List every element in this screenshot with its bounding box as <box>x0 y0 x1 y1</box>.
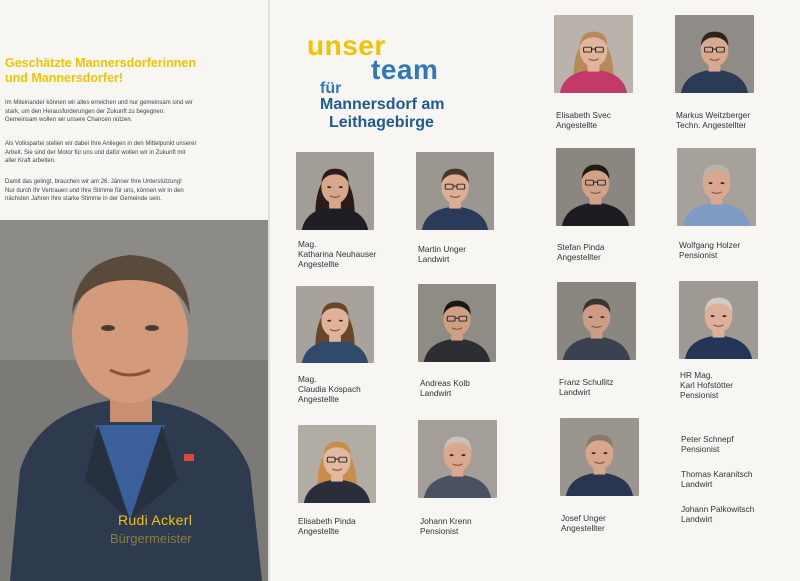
member-role: Pensionist <box>680 390 719 400</box>
intro-paragraph-1 <box>5 99 263 125</box>
member-caption <box>298 516 356 536</box>
paragraph-line: Im Miteinander können wir alles erreichen und nur gemeinsam sind wir <box>5 100 193 106</box>
member-role: Pensionist <box>679 250 718 260</box>
member-name: Johann Krenn <box>420 516 472 526</box>
member-role: Angestellte <box>298 526 340 536</box>
member-name: Stefan Pinda <box>557 242 605 252</box>
heading-unser: unser <box>307 30 386 61</box>
member-name: Elisabeth Svec <box>556 110 611 120</box>
portrait-illustration <box>298 425 376 503</box>
intro-paragraph-2 <box>5 140 263 166</box>
portrait-illustration <box>679 281 758 359</box>
member-caption <box>559 377 613 397</box>
member-photo <box>416 152 494 230</box>
hero-title: Bürgermeister <box>110 531 192 546</box>
member-caption <box>676 110 750 130</box>
member-role: Pensionist <box>420 526 459 536</box>
portrait-illustration <box>418 420 497 498</box>
member-photo <box>418 420 497 498</box>
member-caption <box>556 110 611 130</box>
portrait-illustration <box>296 152 374 230</box>
member-photo <box>296 152 374 230</box>
member-name: Peter Schnepf <box>681 434 734 444</box>
member-caption <box>557 242 605 262</box>
member-name: Johann Palkowitsch <box>681 504 755 514</box>
member-role: Angestellter <box>561 523 605 533</box>
member-caption <box>561 513 606 533</box>
member-photo <box>677 148 756 226</box>
paragraph-line: stark, um den Herausforderungen der Zukunft zu begegnen. <box>5 108 165 115</box>
paragraph-line: Arbeit. Sie sind der Motor für uns und dafür wollen wir in Zukunft mit <box>5 149 186 156</box>
portrait-illustration <box>296 286 374 363</box>
member-name: Elisabeth Pinda <box>298 516 356 526</box>
member-title: HR Mag. <box>680 370 713 380</box>
paragraph-line: Nur durch Ihr Vertrauen und Ihre Stimme für uns, können wir in den <box>5 187 184 194</box>
member-caption <box>298 239 376 269</box>
member-photo <box>679 281 758 359</box>
member-name: Karl Hofstötter <box>680 380 734 390</box>
extra-member <box>681 504 754 524</box>
portrait-illustration <box>675 15 754 93</box>
member-photo <box>554 15 633 93</box>
member-role: Angestellte <box>556 120 598 130</box>
member-caption <box>298 374 361 404</box>
greeting-heading <box>5 56 260 86</box>
heading-team: team <box>371 54 439 85</box>
member-role: Landwirt <box>420 388 452 398</box>
member-role: Angestellte <box>298 259 340 269</box>
member-name: Martin Unger <box>418 244 466 254</box>
member-photo <box>298 425 376 503</box>
member-name: Franz Schullitz <box>559 377 614 387</box>
member-photo <box>418 284 496 362</box>
member-caption <box>418 244 466 264</box>
heading-town-line-2: Leithagebirge <box>329 114 434 131</box>
portrait-illustration <box>416 152 494 230</box>
hero-name: Rudi Ackerl <box>118 512 193 528</box>
member-role: Landwirt <box>418 254 450 264</box>
extra-member <box>681 434 734 454</box>
paragraph-line: Damit das gelingt, brauchen wir am 26. Jänner Ihre Unterstützung! <box>5 179 182 185</box>
page-fold <box>268 0 270 581</box>
member-name: Thomas Karanitsch <box>681 469 753 479</box>
member-caption <box>680 370 733 400</box>
member-name: Wolfgang Holzer <box>679 240 741 250</box>
extra-member <box>681 469 752 489</box>
member-photo <box>560 418 639 496</box>
paragraph-line: Gemeinsam wollen wir unsere Chancen nützen. <box>5 117 133 123</box>
heading-fuer: für <box>320 80 342 97</box>
member-photo <box>675 15 754 93</box>
portrait-illustration <box>556 148 635 226</box>
member-role: Landwirt <box>681 479 713 489</box>
portrait-illustration <box>418 284 496 362</box>
member-name: Markus Weitzberger <box>676 110 751 120</box>
heading-town-line-1: Mannersdorf am <box>320 96 445 113</box>
member-caption <box>420 378 470 398</box>
member-title: Mag. <box>298 239 317 249</box>
paragraph-line: Als Volkspartei stellen wir dabei Ihre Anliegen in den Mittelpunkt unserer <box>5 141 197 147</box>
portrait-illustration <box>560 418 639 496</box>
paragraph-line: aller Kraft arbeiten. <box>5 158 56 164</box>
member-name: Josef Unger <box>561 513 606 523</box>
member-role: Angestellte <box>298 394 340 404</box>
intro-paragraph-3 <box>5 178 263 204</box>
member-role: Landwirt <box>681 514 713 524</box>
member-role: Pensionist <box>681 444 720 454</box>
member-role: Landwirt <box>559 387 591 397</box>
member-title: Mag. <box>298 374 317 384</box>
member-role: Angestellter <box>557 252 601 262</box>
member-name: Andreas Kolb <box>420 378 470 388</box>
member-caption <box>679 240 740 260</box>
greeting-line-1: Geschätzte Mannersdorferinnen <box>5 56 197 70</box>
member-photo <box>557 282 636 360</box>
member-name: Katharina Neuhauser <box>298 249 377 259</box>
portrait-illustration <box>557 282 636 360</box>
member-photo <box>296 286 374 363</box>
member-name: Claudia Kospach <box>298 384 361 394</box>
member-role: Techn. Angestellter <box>676 120 747 130</box>
paragraph-line: nächsten Jahren Ihre starke Stimme in der Gemeinde sein. <box>5 196 162 202</box>
member-photo <box>556 148 635 226</box>
portrait-illustration <box>554 15 633 93</box>
greeting-line-2: und Mannersdorfer! <box>5 71 124 85</box>
portrait-illustration <box>677 148 756 226</box>
member-caption <box>420 516 472 536</box>
